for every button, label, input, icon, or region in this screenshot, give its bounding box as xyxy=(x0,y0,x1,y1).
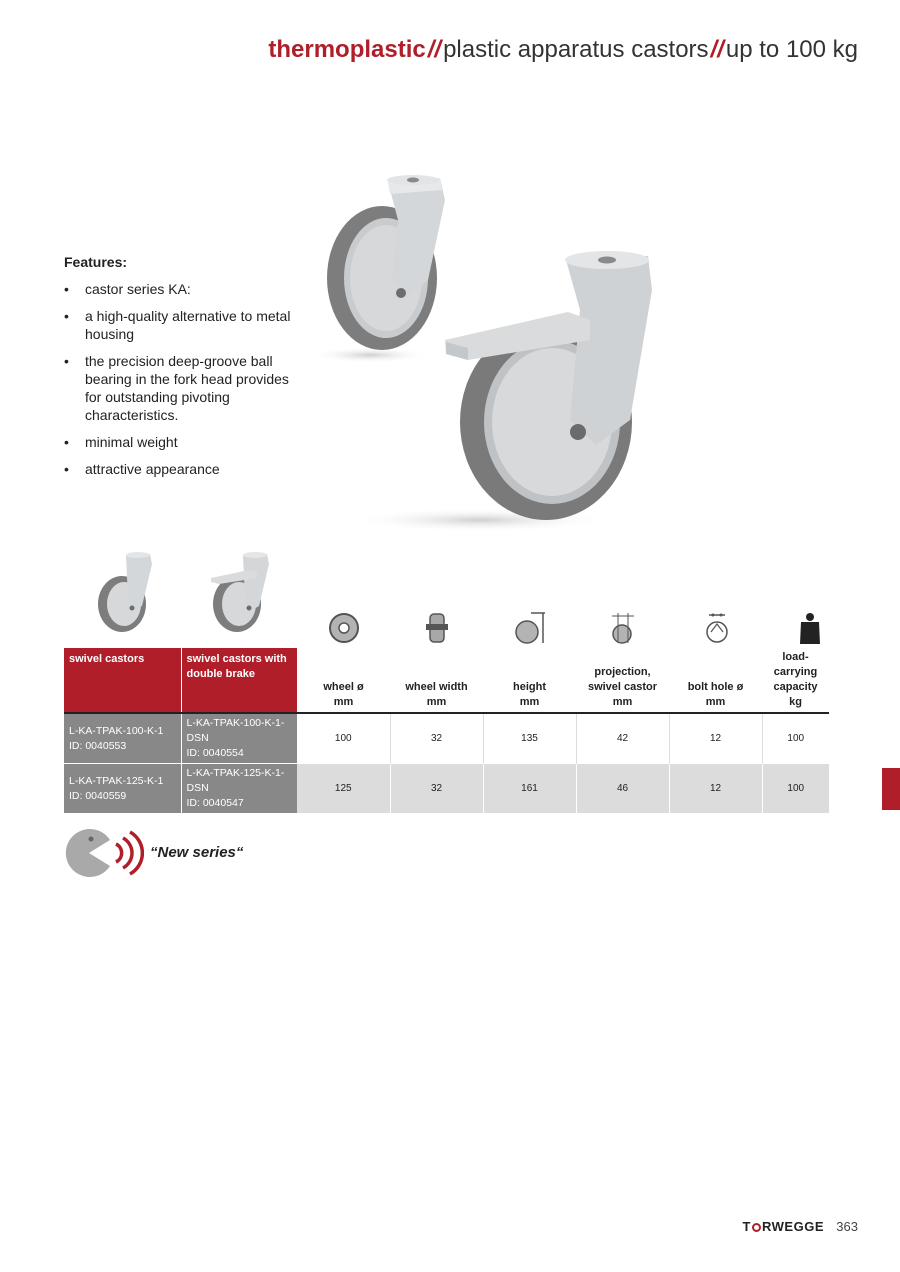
swivel-article-cell: L-KA-TPAK-125-K-1 ID: 0040559 xyxy=(64,764,181,814)
title-separator: // xyxy=(710,36,724,63)
brake-article-cell: L-KA-TPAK-125-K-1-DSN ID: 0040547 xyxy=(181,764,297,814)
height-icon xyxy=(511,610,551,646)
wheel-width-icon xyxy=(417,610,457,646)
title-separator: // xyxy=(427,36,442,63)
value-cell: 32 xyxy=(390,764,483,814)
title-part2: plastic apparatus castors xyxy=(443,36,709,63)
features-list xyxy=(64,280,294,478)
feature-item: • the precision deep-groove ball bearing in the fork head provides for outstanding pivoting characteristics. xyxy=(64,352,294,424)
brake-castor-thumbnail xyxy=(205,548,275,634)
new-series-label: “New series“ xyxy=(150,844,244,861)
page-title xyxy=(268,36,858,64)
page-number: 363 xyxy=(836,1219,858,1234)
header-wheel-diameter: wheel ø mm xyxy=(323,681,364,708)
feature-item: • castor series KA: xyxy=(64,280,294,298)
value-cell: 100 xyxy=(787,733,805,744)
table-row xyxy=(64,764,829,814)
swivel-article-cell: L-KA-TPAK-100-K-1 ID: 0040553 xyxy=(64,713,181,764)
brand-logo: T RWEGGE xyxy=(742,1219,824,1234)
header-swivel-castors: swivel castors xyxy=(64,648,181,713)
header-height: height mm xyxy=(513,681,546,708)
value-cell: 12 xyxy=(669,764,762,814)
features-heading: Features: xyxy=(64,254,128,270)
value-cell: 161 xyxy=(483,764,576,814)
section-tab-marker xyxy=(882,768,900,810)
title-part3: up to 100 kg xyxy=(725,36,858,63)
value-cell: 135 xyxy=(483,713,576,764)
table-row xyxy=(64,713,829,764)
new-series-icon xyxy=(62,826,144,880)
value-cell: 12 xyxy=(669,713,762,764)
header-load-capacity: load-carrying capacity kg xyxy=(773,651,818,708)
feature-item: • a high-quality alternative to metal housing xyxy=(64,307,294,343)
bolt-hole-icon xyxy=(697,610,737,646)
value-cell: 42 xyxy=(576,713,669,764)
feature-item: • attractive appearance xyxy=(64,460,294,478)
header-wheel-width: wheel width mm xyxy=(405,681,468,708)
swivel-castor-thumbnail xyxy=(92,548,162,634)
title-main: thermoplastic xyxy=(268,36,426,63)
value-cell: 100 xyxy=(762,764,829,814)
weight-icon xyxy=(790,610,830,646)
header-bolt-hole: bolt hole ø mm xyxy=(687,681,744,708)
header-projection: projection, swivel castor mm xyxy=(587,666,658,708)
specification-table xyxy=(64,648,829,813)
value-cell: 125 xyxy=(297,764,390,814)
wheel-diameter-icon xyxy=(324,610,364,646)
value-cell: 32 xyxy=(390,713,483,764)
header-swivel-castors-brake: swivel castors with double brake xyxy=(181,648,297,713)
brand-logo-ring-icon xyxy=(752,1223,761,1232)
brake-article-cell: L-KA-TPAK-100-K-1-DSN ID: 0040554 xyxy=(181,713,297,764)
castor-hero-image xyxy=(300,160,660,540)
feature-item: • minimal weight xyxy=(64,433,294,451)
value-cell: 46 xyxy=(576,764,669,814)
projection-icon xyxy=(604,610,644,646)
table-header-row xyxy=(64,648,829,713)
features-section xyxy=(64,254,294,487)
value-cell: 100 xyxy=(297,713,390,764)
